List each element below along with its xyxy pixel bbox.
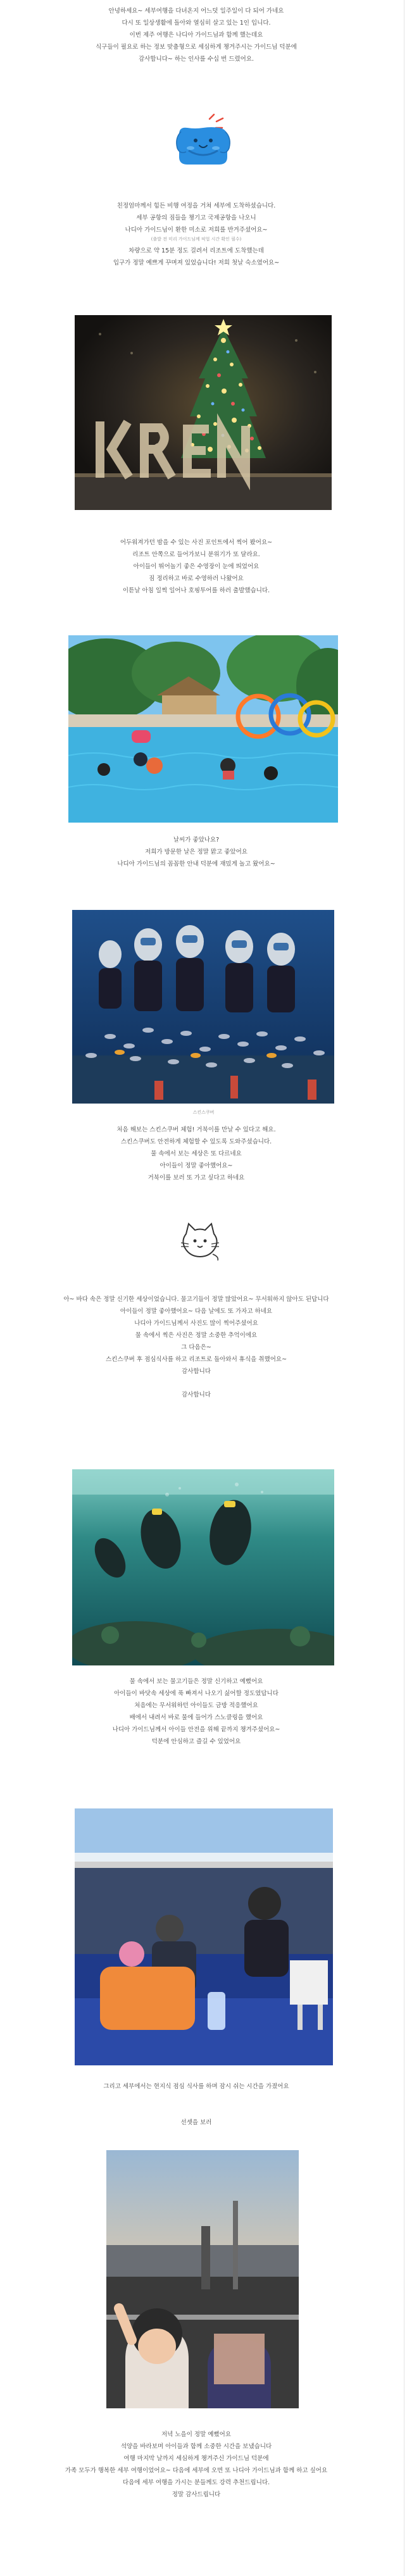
section6-paragraph [25,1676,367,1748]
section4-paragraph [25,1124,367,1184]
intro-line: 이번 제주 여행은 나디아 가이드님과 함께 했는데요 [129,32,263,39]
section5-line: 그 다음은~ [181,1344,211,1351]
section5-line: 물 속에서 찍은 사진은 정말 소중한 추억이에요 [135,1332,258,1339]
section6-line: 처음에는 무서워하던 아이들도 금방 적응했어요 [134,1702,258,1709]
intro-line: 식구들이 필요로 하는 정보 맞춤형으로 세심하게 챙겨주시는 가이드님 덕분에 [96,44,297,51]
section5-line: 아이들이 정말 좋아했어요~ 다음 날에도 또 가자고 하네요 [120,1308,273,1315]
intro-line: 안녕하세요~ 세부여행을 다녀온지 어느덧 일주일이 다 되어 가네요 [108,8,284,15]
section4-line: 거북이를 보러 또 가고 싶다고 하네요 [147,1174,245,1181]
section2-line: 어두워져가던 밤을 수 있는 사진 포인트에서 찍어 봤어요~ [120,539,273,546]
section4-line: 아이들이 정말 좋아했어요~ [160,1162,233,1169]
section5-line: 감사합니다 [182,1368,211,1375]
section6-line: 아이들이 바닷속 세상에 푹 빠져서 나오기 싫어할 정도였답니다 [114,1690,279,1697]
section5-line: 스킨스쿠버 후 점심식사를 하고 리조트로 돌아와서 휴식을 취했어요~ [105,1356,287,1363]
section3-paragraph [25,834,367,870]
section8-line: 여행 마지막 날까지 세심하게 챙겨주신 가이드님 덕분에 [123,2455,269,2462]
section3-line: 나디아 가이드님의 꼼꼼한 안내 덕분에 재밌게 놀고 왔어요~ [117,861,275,868]
photo-caption-dive: 스킨스쿠버 [192,1110,215,1115]
section5-line: 나디아 가이드님께서 사진도 많이 찍어주셨어요 [134,1320,258,1327]
photo-christmas-tree [75,315,332,510]
photo-underwater-snorkel [72,1469,334,1665]
section2-line: 이튿날 아침 일찍 일어나 호핑투어를 하러 출발했습니다. [122,587,270,594]
section1-line: 입구가 정말 예쁘게 꾸며져 있었습니다! 저희 첫날 숙소였어요~ [113,259,280,266]
section1-line: 세부 공항의 짐들을 챙기고 국제공항을 나오니 [136,215,256,221]
section1-note: (출발 전 미리 가이드님께 픽업 시간 확인 필수) [151,237,242,242]
section7-subtitle: 선셋을 보러 [180,2119,212,2126]
section4-line: 물 속에서 보는 세상은 또 다르네요 [151,1150,242,1157]
section8-paragraph [25,2429,367,2501]
section8-line: 다음에 세부 여행을 가시는 분들께도 강력 추천드립니다. [122,2479,270,2486]
section6-line: 배에서 내려서 바로 물에 들어가 스노클링을 했어요 [129,1714,263,1721]
section5-paragraph [25,1293,367,1401]
section1-line: 친정엄마께서 힘든 비행 여정을 거쳐 세부에 도착하셨습니다. [116,202,276,209]
section2-line: 짐 정리하고 바로 수영하러 나왔어요 [149,575,244,582]
section2-line: 리조트 안쪽으로 들어가보니 분위기가 또 달라요. [132,551,260,558]
section5-line: 아~ 바다 속은 정말 신기한 세상이었습니다. 물고기들이 정말 많았어요~ 무서워하지 않아도 된답니다 [63,1296,329,1303]
section3-line: 저희가 방문한 날은 정말 맑고 좋았어요 [145,849,247,856]
section8-line: 석양을 바라보며 아이들과 함께 소중한 시간을 보냈습니다 [120,2443,272,2450]
section3-line: 날씨가 좋았나요? [173,837,220,843]
section7-line: 그리고 세부에서는 현지식 점심 식사를 하며 잠시 쉬는 시간을 가졌어요 [103,2083,289,2090]
photo-sunset-selfie [106,2150,299,2408]
section6-line: 물 속에서 보는 물고기들은 정말 신기하고 예뻤어요 [129,1678,263,1685]
section2-paragraph [25,537,367,597]
section1-line: 나디아 가이드님이 환한 미소로 저희를 반겨주셨어요~ [125,227,268,233]
section6-line: 나디아 가이드님께서 아이들 안전을 위해 끝까지 챙겨주셨어요~ [112,1726,280,1733]
section4-line: 처음 해보는 스킨스쿠버 체험! 거북이를 만날 수 있다고 해요. [116,1126,276,1133]
section8-line: 가족 모두가 행복한 세부 여행이었어요~ 다음에 세부에 오면 또 나디아 가이드님과 함께 하고 싶어요 [65,2467,328,2474]
photo-underwater-group [72,910,334,1104]
intro-line: 다시 또 일상생활에 돌아와 열심히 살고 있는 1인 입니다. [122,20,271,27]
section4-line: 스킨스쿠버도 안전하게 체험할 수 있도록 도와주셨습니다. [120,1138,272,1145]
photo-boat [75,1808,333,2065]
section7-paragraph [25,2081,367,2129]
intro-line: 감사합니다~ 하는 인사를 수십 번 드렸어요. [138,56,254,63]
hug-emoji-icon [170,113,237,167]
section6-line: 덕분에 안심하고 즐길 수 있었어요 [151,1738,241,1745]
section8-line: 정말 감사드립니다 [172,2491,221,2498]
photo-resort-pool [68,635,338,823]
section2-line: 아이들이 뛰어놀기 좋은 수영장이 눈에 띄었어요 [133,563,260,570]
intro-paragraph [25,5,367,65]
section1-line: 차량으로 약 15분 정도 걸려서 리조트에 도착했는데 [128,247,264,254]
section8-line: 저녁 노을이 정말 예뻤어요 [161,2431,231,2438]
cat-doodle-icon [177,1220,223,1262]
section1-paragraph [25,200,367,269]
section5-line: 감사합니다 [182,1391,211,1398]
